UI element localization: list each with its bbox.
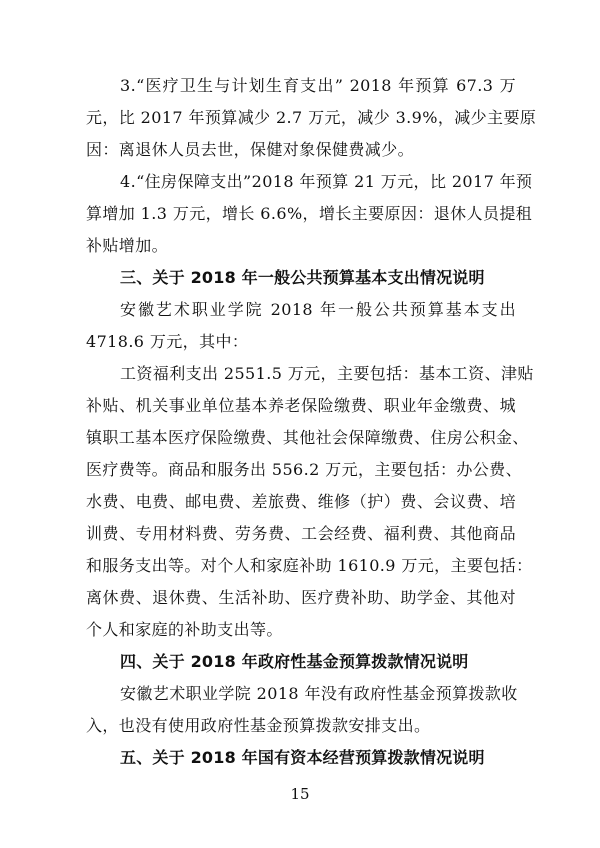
section3-heading: 三、关于 2018 年一般公共预算基本支出情况说明: [120, 268, 485, 287]
item3-line-1: 3.“医疗卫生与计划生育支出” 2018 年预算 67.3 万: [120, 76, 516, 95]
section4-body-line-2: 入，也没有使用政府性基金预算拨款安排支出。: [86, 716, 431, 735]
section3-detail-line-9: 个人和家庭的补助支出等。: [86, 620, 283, 639]
item3-line-2: 元，比 2017 年预算减少 2.7 万元，减少 3.9%，减少主要原: [86, 108, 537, 127]
section3-detail-line-6: 训费、专用材料费、劳务费、工会经费、福利费、其他商品: [86, 524, 516, 543]
section3-detail-line-7: 和服务支出等。对个人和家庭补助 1610.9 万元，主要包括：: [86, 556, 533, 575]
item4-line-2: 算增加 1.3 万元，增长 6.6%，增长主要原因：退休人员提租: [86, 204, 533, 223]
section3-detail-line-4: 医疗费等。商品和服务出 556.2 万元，主要包括：办公费、: [86, 460, 522, 479]
section4-heading: 四、关于 2018 年政府性基金预算拨款情况说明: [120, 652, 469, 671]
section3-intro-line-1: 安徽艺术职业学院 2018 年一般公共预算基本支出: [120, 300, 516, 319]
section4-body-line-1: 安徽艺术职业学院 2018 年没有政府性基金预算拨款收: [120, 684, 518, 703]
section3-detail-line-1: 工资福利支出 2551.5 万元，主要包括：基本工资、津贴: [120, 364, 534, 383]
page-number: 15: [290, 785, 310, 803]
item3-line-3: 因：离退休人员去世，保健对象保健费减少。: [86, 140, 415, 159]
section3-detail-line-5: 水费、电费、邮电费、差旅费、维修（护）费、会议费、培: [86, 492, 516, 511]
section5-heading: 五、关于 2018 年国有资本经营预算拨款情况说明: [120, 748, 485, 767]
section3-detail-line-3: 镇职工基本医疗保险缴费、其他社会保障缴费、住房公积金、: [86, 428, 529, 447]
item4-line-3: 补贴增加。: [86, 236, 169, 255]
section3-intro-line-2: 4718.6 万元，其中：: [86, 332, 249, 351]
section3-detail-line-8: 离休费、退休费、生活补助、医疗费补助、助学金、其他对: [86, 588, 516, 607]
section3-detail-line-2: 补贴、机关事业单位基本养老保险缴费、职业年金缴费、城: [86, 396, 516, 415]
item4-line-1: 4.“住房保障支出”2018 年预算 21 万元，比 2017 年预: [120, 172, 533, 191]
